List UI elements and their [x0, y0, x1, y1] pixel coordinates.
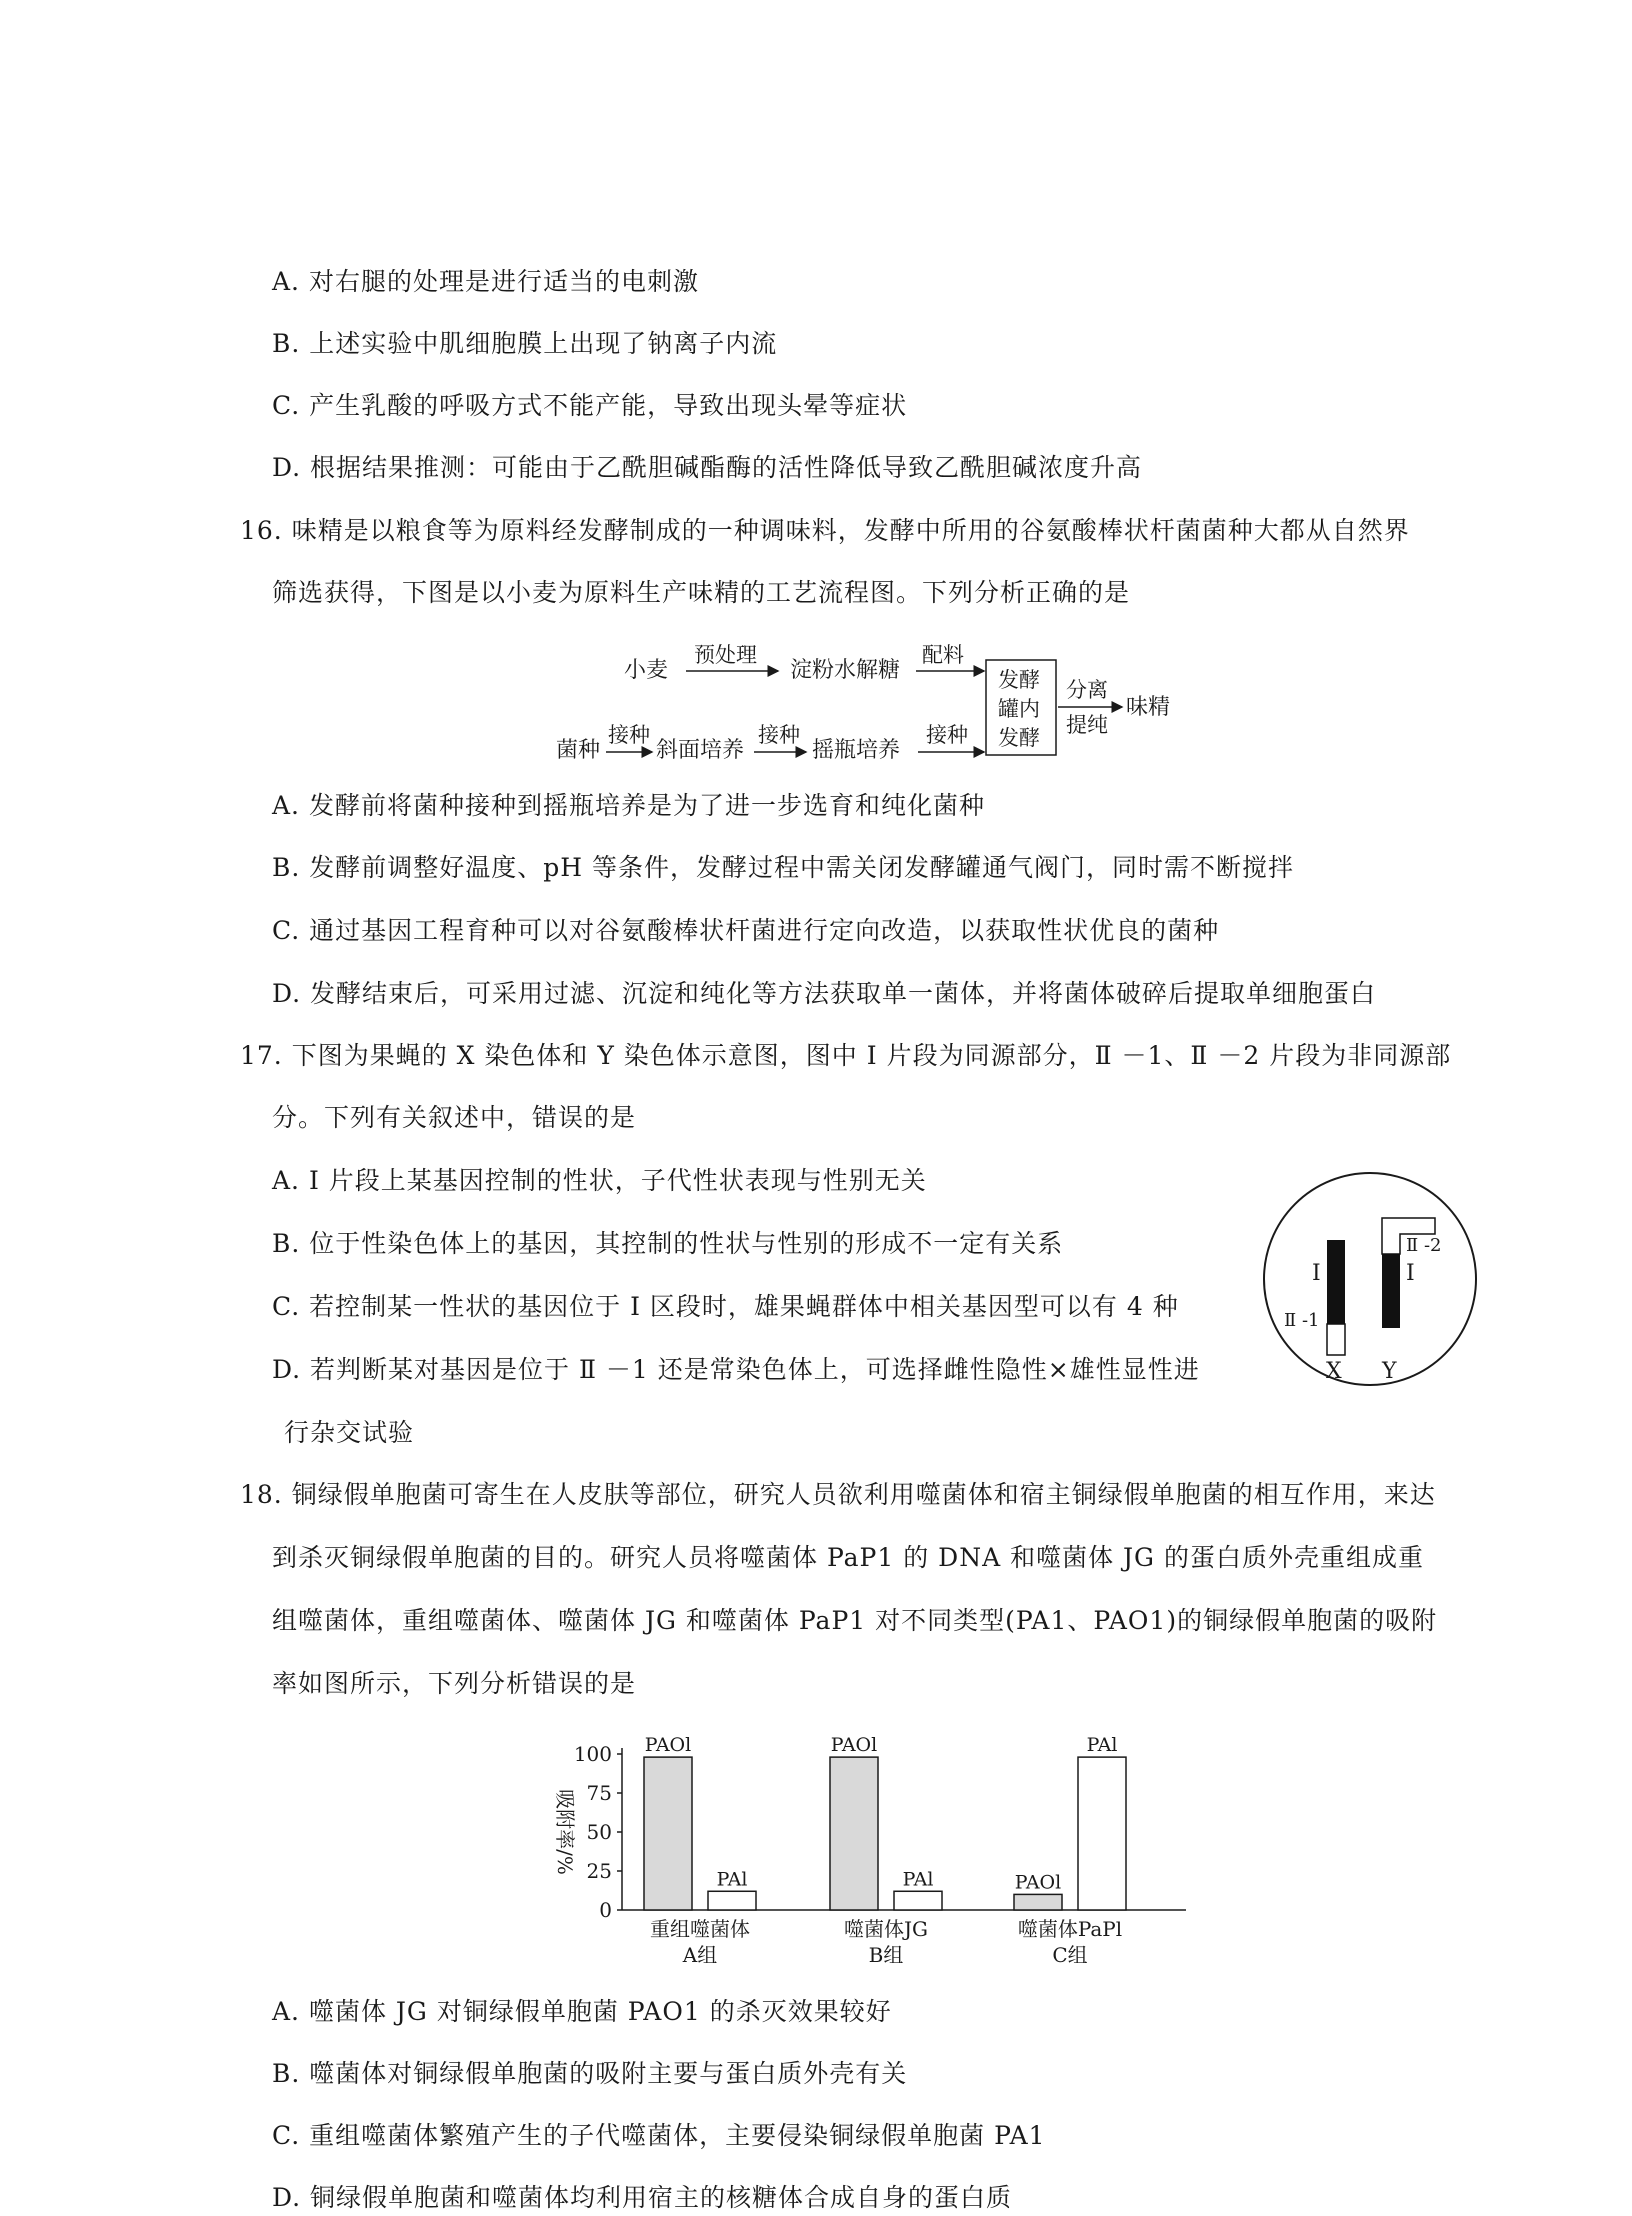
q16-stem-line2: 筛选获得，下图是以小麦为原料生产味精的工艺流程图。下列分析正确的是	[272, 578, 1131, 607]
flow-strain: 菌种	[556, 738, 601, 763]
q17-option-d-line2: 行杂交试验	[284, 1418, 415, 1447]
flow-sep-2: 提纯	[1066, 713, 1108, 737]
bar-label: PAl	[716, 1868, 748, 1891]
q16-option-b: B. 发酵前调整好温度、pH 等条件，发酵过程中需关闭发酵罐通气阀门，同时需不断搅拌	[272, 853, 1295, 882]
q17-option-b: B. 位于性染色体上的基因，其控制的性状与性别的形成不一定有关系	[272, 1229, 1064, 1258]
flow-wheat: 小麦	[624, 658, 669, 683]
q16-stem-line1: 16. 味精是以粮食等为原料经发酵制成的一种调味料，发酵中所用的谷氨酸棒状杆菌菌种大都从自然界	[240, 516, 1410, 545]
q16-option-a: A. 发酵前将菌种接种到摇瓶培养是为了进一步选育和纯化菌种	[272, 791, 985, 820]
flow-shake: 摇瓶培养	[812, 738, 901, 763]
q17-stem-line2: 分。下列有关叙述中，错误的是	[272, 1103, 637, 1132]
q17-chromosome-diagram	[1260, 1168, 1480, 1390]
q18-option-a: A. 噬菌体 JG 对铜绿假单胞菌 PAO1 的杀灭效果较好	[272, 1997, 892, 2026]
flow-inoc-1: 接种	[608, 723, 650, 747]
x-chromosome-nonhomologous	[1327, 1324, 1345, 1355]
flow-starch: 淀粉水解糖	[790, 658, 901, 683]
flow-tank-3: 发酵	[998, 726, 1040, 750]
q18-option-b: B. 噬菌体对铜绿假单胞菌的吸附主要与蛋白质外壳有关	[272, 2059, 908, 2088]
label-seg-I-left: Ⅰ	[1312, 1261, 1321, 1286]
bar-label: PAOl	[1014, 1871, 1062, 1894]
y-tick-label: 100	[573, 1742, 612, 1766]
flow-product: 味精	[1126, 695, 1171, 720]
y-tick-label: 75	[586, 1781, 612, 1805]
group-name: 噬菌体JG	[844, 1917, 928, 1941]
flow-slant: 斜面培养	[656, 738, 745, 763]
x-chromosome-homologous	[1327, 1240, 1345, 1324]
q18-stem-line3: 组噬菌体，重组噬菌体、噬菌体 JG 和噬菌体 PaP1 对不同类型(PA1、PAO1)的铜绿假单胞菌的吸附	[272, 1606, 1438, 1635]
q17-option-a: A. Ⅰ 片段上某基因控制的性状，子代性状表现与性别无关	[272, 1166, 927, 1195]
q18-stem-line4: 率如图所示，下列分析错误的是	[272, 1669, 637, 1698]
q18-stem-line1: 18. 铜绿假单胞菌可寄生在人皮肤等部位，研究人员欲利用噬菌体和宿主铜绿假单胞菌的相互作用，来达	[240, 1480, 1436, 1509]
bar-pal-group2	[894, 1891, 942, 1910]
group-name: 噬菌体PaPl	[1017, 1917, 1123, 1941]
group-name: 重组噬菌体	[650, 1917, 750, 1941]
q18-option-c: C. 重组噬菌体繁殖产生的子代噬菌体，主要侵染铜绿假单胞菌 PA1	[272, 2121, 1046, 2150]
bar-pal-group1	[708, 1891, 756, 1910]
label-x: X	[1326, 1359, 1342, 1384]
y-chromosome-homologous	[1382, 1254, 1400, 1328]
flow-tank-1: 发酵	[998, 668, 1040, 692]
prev-option-b: B. 上述实验中肌细胞膜上出现了钠离子内流	[272, 329, 778, 358]
bar-label: PAOl	[644, 1734, 692, 1757]
label-seg-I-right: Ⅰ	[1406, 1261, 1415, 1286]
group-code: C组	[1052, 1943, 1088, 1967]
label-seg-II-1: Ⅱ -1	[1284, 1310, 1320, 1331]
q16-flowchart	[556, 640, 1200, 770]
bar-label: PAOl	[830, 1734, 878, 1757]
flow-mix: 配料	[922, 643, 964, 667]
bar-paol-group1	[644, 1757, 692, 1910]
flow-sep-1: 分离	[1066, 678, 1108, 702]
bar-label: PAl	[902, 1868, 934, 1891]
flow-inoc-2: 接种	[758, 723, 800, 747]
bar-paol-group2	[830, 1757, 878, 1910]
q17-stem-line1: 17. 下图为果蝇的 X 染色体和 Y 染色体示意图，图中 Ⅰ 片段为同源部分，Ⅱ －1、Ⅱ －2 片段为非同源部	[240, 1041, 1452, 1070]
bar-paol-group3	[1014, 1894, 1062, 1910]
prev-option-a: A. 对右腿的处理是进行适当的电刺激	[272, 267, 699, 296]
q16-option-c: C. 通过基因工程育种可以对谷氨酸棒状杆菌进行定向改造，以获取性状优良的菌种	[272, 916, 1220, 945]
q17-option-d-line1: D. 若判断某对基因是位于 Ⅱ －1 还是常染色体上，可选择雌性隐性×雄性显性进	[272, 1355, 1200, 1384]
flow-tank-2: 罐内	[998, 697, 1040, 721]
q17-option-c: C. 若控制某一性状的基因位于 Ⅰ 区段时，雄果蝇群体中相关基因型可以有 4 种	[272, 1292, 1179, 1321]
y-axis-label: 吸附率/%	[553, 1789, 577, 1875]
group-code: A组	[682, 1943, 718, 1967]
q16-option-d: D. 发酵结束后，可采用过滤、沉淀和纯化等方法获取单一菌体，并将菌体破碎后提取单细胞蛋白	[272, 979, 1377, 1008]
q18-option-d: D. 铜绿假单胞菌和噬菌体均利用宿主的核糖体合成自身的蛋白质	[272, 2183, 1013, 2212]
q18-stem-line2: 到杀灭铜绿假单胞菌的目的。研究人员将噬菌体 PaP1 的 DNA 和噬菌体 JG 的蛋白质外壳重组成重	[272, 1543, 1424, 1572]
y-tick-label: 50	[586, 1820, 612, 1844]
bar-pal-group3	[1078, 1757, 1126, 1910]
prev-option-d: D. 根据结果推测：可能由于乙酰胆碱酯酶的活性降低导致乙酰胆碱浓度升高	[272, 453, 1143, 482]
flow-pretreat: 预处理	[694, 643, 757, 667]
bar-label: PAl	[1086, 1734, 1118, 1757]
label-seg-II-2: Ⅱ -2	[1406, 1235, 1442, 1256]
flow-inoc-3: 接种	[926, 723, 968, 747]
y-tick-label: 25	[586, 1859, 612, 1883]
prev-option-c: C. 产生乳酸的呼吸方式不能产能，导致出现头晕等症状	[272, 391, 908, 420]
y-tick-label: 0	[599, 1898, 612, 1922]
label-y: Y	[1382, 1359, 1397, 1384]
group-code: B组	[868, 1943, 904, 1967]
q18-bar-chart	[540, 1720, 1200, 1980]
